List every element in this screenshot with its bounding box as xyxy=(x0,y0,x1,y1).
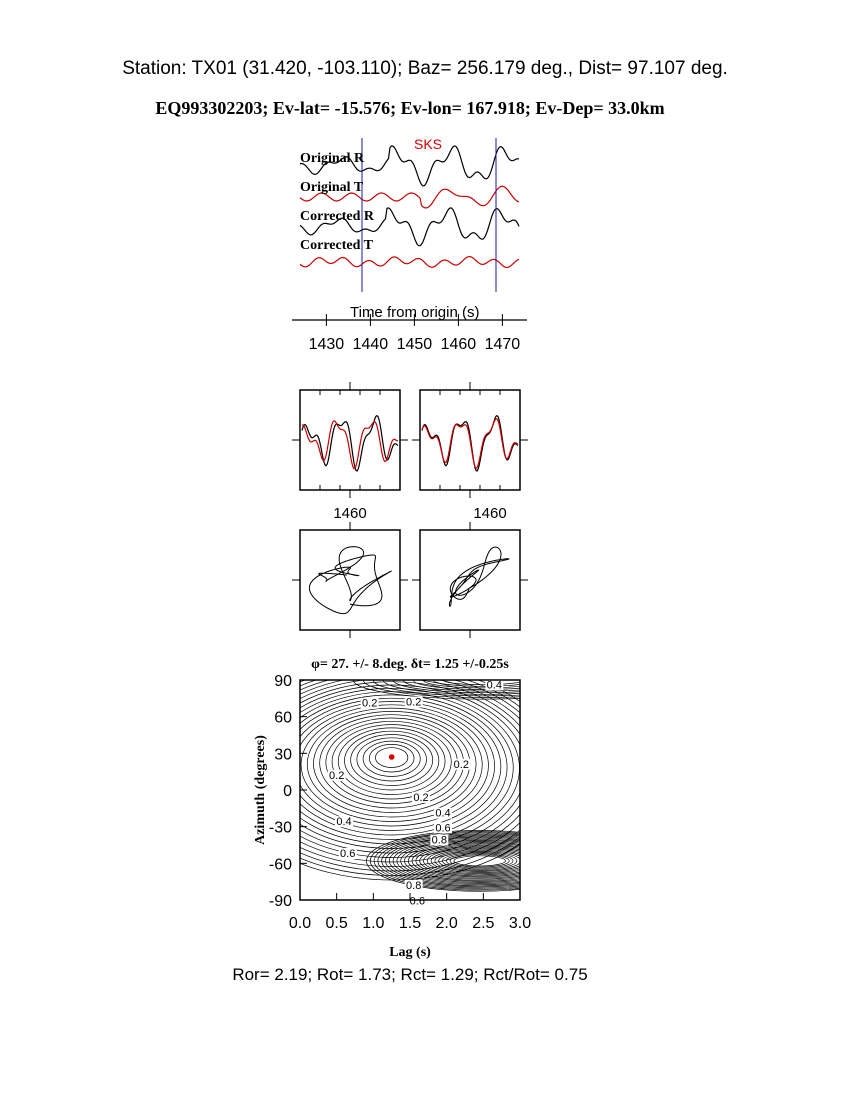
waveform-original-tick-label: 1460 xyxy=(333,505,367,522)
contour-label: 0.6 xyxy=(340,848,356,860)
time-tick-label: 1450 xyxy=(396,336,433,353)
time-tick-label: 1470 xyxy=(484,336,521,353)
event-info-title: EQ993302203; Ev-lat= -15.576; Ev-lon= 167.918; Ev-Dep= 33.0km xyxy=(155,98,665,118)
contour-line xyxy=(326,721,458,803)
particle-motion-path xyxy=(309,547,391,614)
series-label-original-t: Original T xyxy=(300,180,364,195)
lag-tick-label: 1.0 xyxy=(362,915,385,932)
contour-title: φ= 27. +/- 8.deg. δt= 1.25 +/-0.25s xyxy=(311,657,509,672)
phase-label: SKS xyxy=(414,136,443,152)
waveform-black xyxy=(422,416,518,472)
contour-label: 0.8 xyxy=(406,879,422,892)
contour-line-lower xyxy=(450,855,509,867)
azimuth-tick-label: 30 xyxy=(274,746,292,764)
contour-label: 0.6 xyxy=(409,895,425,908)
contour-label: 0.2 xyxy=(406,696,422,709)
azimuth-tick-label: -30 xyxy=(268,819,292,837)
contour-line-lower xyxy=(401,840,559,881)
lag-tick-label: 1.5 xyxy=(398,915,422,932)
lag-tick-label: 3.0 xyxy=(508,915,532,932)
stats-footer: Ror= 2.19; Rot= 1.73; Rct= 1.29; Rct/Rot= 0.75 xyxy=(232,965,588,984)
contour-label: 0.4 xyxy=(336,816,352,829)
azimuth-tick-label: -60 xyxy=(268,856,292,874)
contour-label: 0.2 xyxy=(413,791,429,804)
contour-line xyxy=(264,688,520,848)
contour-label: 0.8 xyxy=(431,834,447,847)
series-label-corrected-t: Corrected T xyxy=(300,238,373,253)
waveform-corrected-tick-label: 1460 xyxy=(473,505,507,522)
series-label-original-r: Original R xyxy=(300,151,365,166)
contour-line xyxy=(258,685,526,853)
seismogram-panel xyxy=(292,136,527,353)
contour-label: 0.4 xyxy=(486,679,502,692)
contour-line xyxy=(332,725,451,799)
contour-panel xyxy=(220,657,613,960)
contour-label: 0.2 xyxy=(453,758,469,771)
contour-label: 0.6 xyxy=(435,822,451,835)
azimuth-tick-label: 0 xyxy=(283,783,292,800)
contour-line xyxy=(220,665,562,880)
azimuth-tick-label: 60 xyxy=(274,709,292,727)
contour-line xyxy=(313,715,469,813)
particle-motion-panel-original xyxy=(292,522,408,638)
lag-tick-label: 0.5 xyxy=(325,915,348,932)
waveform-panel-original xyxy=(292,382,408,522)
waveform-panel-corrected xyxy=(412,382,528,522)
trace-corrected-t xyxy=(300,257,519,268)
time-axis-label: Time from origin (s) xyxy=(350,304,480,321)
azimuth-axis-label: Azimuth (degrees) xyxy=(253,735,268,845)
time-tick-label: 1430 xyxy=(308,336,345,353)
particle-motion-panel-corrected xyxy=(412,522,528,638)
lag-tick-label: 2.0 xyxy=(435,915,458,932)
series-label-corrected-r: Corrected R xyxy=(300,209,374,224)
azimuth-tick-label: 90 xyxy=(274,673,292,690)
contour-label: 0.4 xyxy=(435,807,451,820)
time-tick-label: 1460 xyxy=(440,336,477,353)
particle-motion-path xyxy=(449,547,509,606)
contour-line xyxy=(307,711,476,817)
lag-tick-label: 0.0 xyxy=(288,915,312,932)
time-tick-label: 1440 xyxy=(352,336,389,353)
minimum-marker xyxy=(389,754,395,760)
lag-tick-label: 2.5 xyxy=(472,915,495,932)
contour-label: 0.2 xyxy=(362,697,378,710)
azimuth-tick-label: -90 xyxy=(268,893,292,910)
lag-axis-label: Lag (s) xyxy=(389,945,431,960)
contour-label: 0.2 xyxy=(329,769,345,782)
station-info-title: Station: TX01 (31.420, -103.110); Baz= 256.179 deg., Dist= 97.107 deg. xyxy=(122,58,728,79)
waveform-black xyxy=(302,416,398,472)
